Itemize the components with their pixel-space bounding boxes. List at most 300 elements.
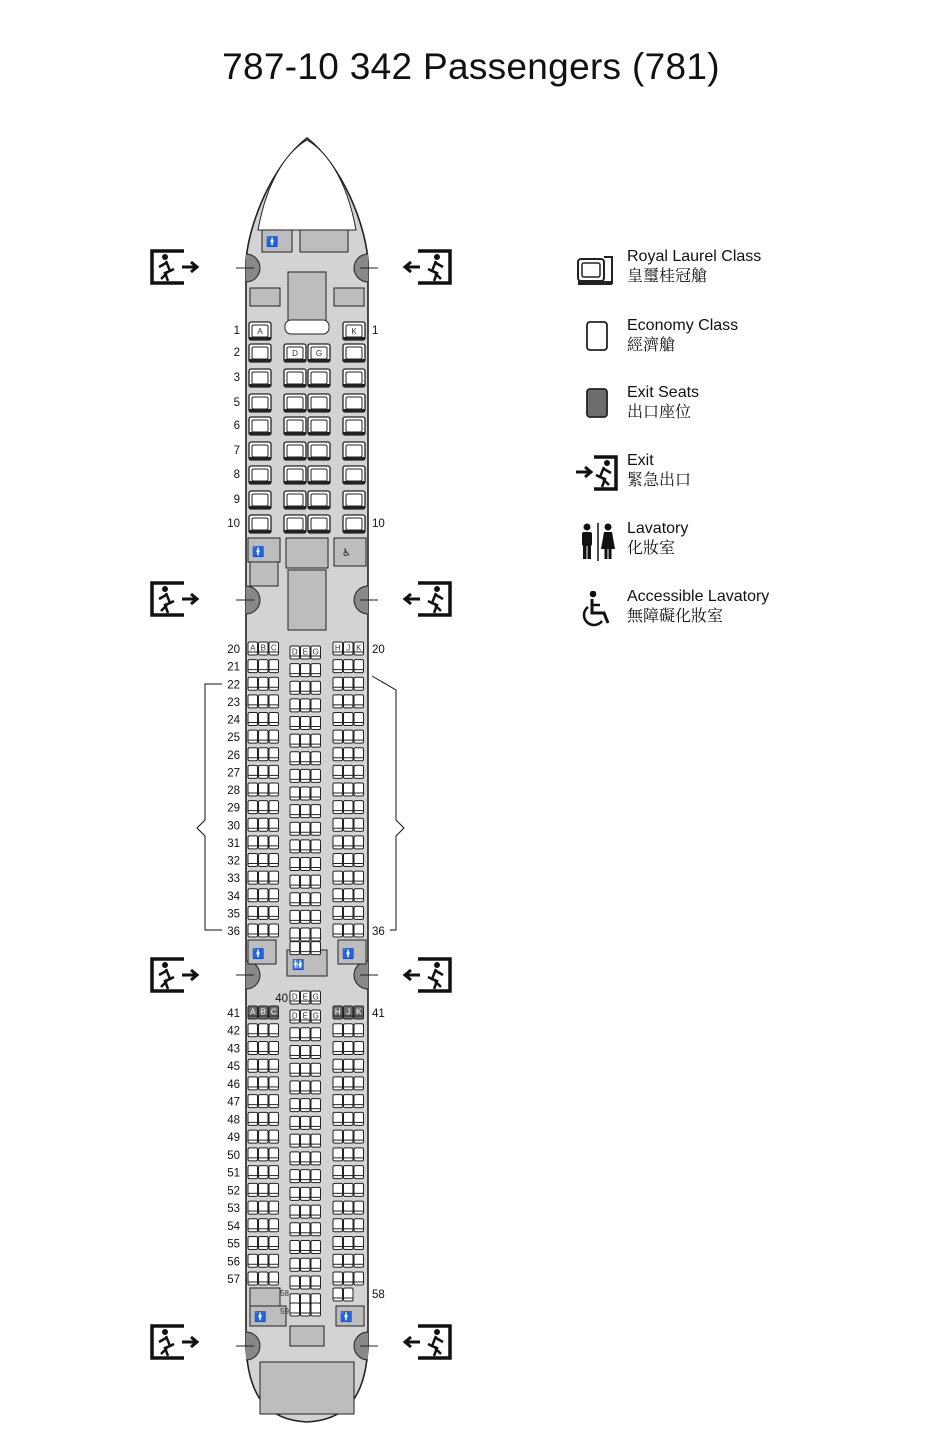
business-seat-g <box>308 466 330 484</box>
row-number: 10 <box>372 518 385 530</box>
seat-shell <box>311 1205 321 1218</box>
seat-shell <box>301 1276 311 1289</box>
seat-shell <box>248 1077 258 1090</box>
economy-seat <box>290 1010 300 1023</box>
seat-cushion <box>287 518 303 530</box>
business-seat-k <box>343 394 365 412</box>
economy-seat <box>344 1130 354 1143</box>
seat-shell <box>344 1219 354 1232</box>
economy-seat-icon <box>576 320 620 364</box>
economy-seat <box>344 713 354 726</box>
closet <box>250 288 280 306</box>
economy-seat <box>248 765 258 778</box>
legend-label-en: Exit Seats <box>627 384 700 401</box>
seat-letter: D <box>291 992 298 1002</box>
seat-cushion <box>311 494 327 506</box>
seat-shell <box>248 1024 258 1037</box>
wheelchair-icon: ♿ <box>342 548 351 559</box>
economy-seat <box>311 699 321 712</box>
row-number: 45 <box>227 1061 240 1074</box>
seat-cushion <box>252 445 268 457</box>
emergency-exit-icon <box>152 251 197 283</box>
seat-shell <box>269 924 279 937</box>
economy-seat <box>333 924 343 937</box>
economy-seat <box>259 1112 269 1125</box>
seat-shell <box>354 836 364 849</box>
seat-shell <box>301 1205 311 1218</box>
economy-seat <box>301 681 311 694</box>
seat-shell <box>248 730 258 743</box>
economy-seat <box>269 1130 279 1143</box>
emergency-exit-icon <box>405 959 450 991</box>
seat-letter: C <box>270 1007 277 1017</box>
seat-shell <box>344 1237 354 1250</box>
row-number: 25 <box>227 732 240 745</box>
business-seat-k <box>343 322 365 340</box>
economy-seat <box>259 713 269 726</box>
economy-seat <box>311 1276 321 1289</box>
business-seat-a <box>249 322 271 340</box>
seat-letter: K <box>356 643 362 653</box>
seat-shell <box>354 1130 364 1143</box>
seat-shell <box>259 1148 269 1161</box>
exit-figure-head <box>434 254 440 260</box>
seat-shell <box>311 1099 321 1112</box>
economy-seat <box>248 1237 258 1250</box>
lavatory-icon: 🚹 <box>254 1312 267 1323</box>
seat-shell <box>290 928 300 941</box>
economy-seat <box>344 1254 354 1267</box>
economy-seat <box>269 836 279 849</box>
seat-cushion <box>252 347 268 359</box>
row-number: 20 <box>227 644 240 656</box>
row-number: 31 <box>227 837 240 850</box>
economy-seat <box>344 748 354 761</box>
lavatory-icon: 🚹 <box>342 949 355 960</box>
economy-seat <box>269 1237 279 1250</box>
economy-seat <box>333 695 343 708</box>
row-number: 41 <box>372 1008 385 1020</box>
seat-base <box>343 432 365 435</box>
economy-seat <box>354 1183 364 1196</box>
seat-shell <box>344 1272 354 1285</box>
seat-shell <box>311 805 321 818</box>
economy-seat <box>344 871 354 884</box>
seat-shell <box>301 717 311 730</box>
seat-shell <box>269 1166 279 1179</box>
business-seat-d <box>284 394 306 412</box>
seat-shell <box>301 1116 311 1129</box>
row-number: 1 <box>233 325 240 337</box>
seat-shell <box>259 836 269 849</box>
seat-shell <box>248 1148 258 1161</box>
economy-seat <box>311 822 321 835</box>
economy-seat <box>290 646 300 659</box>
economy-seat <box>311 858 321 871</box>
seat-shell <box>269 818 279 831</box>
seat-shell <box>290 1063 300 1076</box>
economy-seat <box>259 677 269 690</box>
seat-shell <box>333 854 343 867</box>
economy-seat <box>311 681 321 694</box>
exit-figure-body <box>428 593 443 613</box>
seat-cushion <box>311 372 327 384</box>
row-number: 43 <box>227 1043 240 1056</box>
seat-base <box>284 530 306 533</box>
row-number: 7 <box>233 445 240 457</box>
economy-seat <box>259 801 269 814</box>
economy-seat <box>311 942 321 955</box>
seat-shell <box>301 1081 311 1094</box>
front-galley <box>300 230 348 252</box>
economy-seat <box>269 924 279 937</box>
seat-shell <box>333 1219 343 1232</box>
seat-shell <box>248 1095 258 1108</box>
economy-seat <box>354 1237 364 1250</box>
seat-shell <box>311 910 321 923</box>
seat-shell <box>354 871 364 884</box>
seat-shell <box>269 889 279 902</box>
economy-seat <box>248 871 258 884</box>
economy-seat <box>333 642 343 655</box>
seat-shell <box>248 1166 258 1179</box>
seat-shell <box>269 748 279 761</box>
economy-seat <box>259 783 269 796</box>
seat-shell <box>269 660 279 673</box>
seat-shell <box>259 889 269 902</box>
economy-seat <box>269 1148 279 1161</box>
seat-shell <box>290 717 300 730</box>
seat-shell <box>354 1254 364 1267</box>
seat-base <box>249 384 271 387</box>
legend-label-zh: 皇璽桂冠艙 <box>627 268 708 285</box>
seat-shell <box>290 875 300 888</box>
seat-shell <box>290 1170 300 1183</box>
economy-seat <box>259 1254 269 1267</box>
economy-seat <box>333 836 343 849</box>
seat-shell <box>354 854 364 867</box>
exit-figure-head <box>162 254 168 260</box>
economy-seat <box>333 1006 343 1019</box>
row-number: 46 <box>227 1078 240 1091</box>
page-title: 787-10 342 Passengers (781) <box>222 46 720 87</box>
economy-seat <box>311 1028 321 1041</box>
exit-figure-head <box>434 1329 440 1335</box>
economy-seat <box>248 1041 258 1054</box>
seat-shell <box>333 713 343 726</box>
seat-shell <box>290 769 300 782</box>
seat-shell <box>248 801 258 814</box>
seat-shell <box>311 1045 321 1058</box>
economy-seat <box>290 822 300 835</box>
economy-seat <box>301 1045 311 1058</box>
exit-arrow <box>182 1337 197 1347</box>
business-seat-d <box>284 515 306 533</box>
row-number: 34 <box>227 890 240 903</box>
economy-seat <box>290 787 300 800</box>
economy-seat <box>248 1272 258 1285</box>
business-seat-a <box>249 344 271 362</box>
seat-shell <box>333 1041 343 1054</box>
economy-seat <box>311 893 321 906</box>
economy-seat <box>344 1095 354 1108</box>
row-number: 8 <box>233 469 240 481</box>
seat-shell <box>248 818 258 831</box>
economy-seat <box>269 1006 279 1019</box>
seat-cushion <box>311 397 327 409</box>
economy-seat <box>354 677 364 690</box>
economy-seat <box>333 1112 343 1125</box>
economy-seat <box>333 871 343 884</box>
economy-seat <box>333 1219 343 1232</box>
economy-seat <box>301 893 311 906</box>
seat-shell <box>248 1237 258 1250</box>
seat-shell <box>301 1303 311 1316</box>
economy-seat <box>269 1077 279 1090</box>
seat-cushion <box>346 372 362 384</box>
economy-seat <box>248 854 258 867</box>
seat-shell <box>344 1024 354 1037</box>
row-number: 30 <box>227 820 240 833</box>
seat-shell <box>344 1059 354 1072</box>
seat-shell <box>269 1272 279 1285</box>
seat-shell <box>248 695 258 708</box>
seat-shell <box>311 840 321 853</box>
seat-shell <box>344 1201 354 1214</box>
seat-shell <box>248 765 258 778</box>
seat-shell <box>269 695 279 708</box>
seat-shell <box>259 906 269 919</box>
seat-shell <box>311 1081 321 1094</box>
business-seat-g <box>308 394 330 412</box>
business-seat-k <box>343 417 365 435</box>
seat-shell <box>290 910 300 923</box>
seat-shell <box>333 801 343 814</box>
seat-shell <box>301 928 311 941</box>
wheelchair-icon <box>576 591 620 635</box>
business-seat-d <box>284 466 306 484</box>
seat-cushion <box>346 397 362 409</box>
seat-base <box>343 530 365 533</box>
seat-shell <box>354 1201 364 1214</box>
economy-seat <box>333 677 343 690</box>
seat-base <box>284 481 306 484</box>
seat-shell <box>344 1041 354 1054</box>
economy-seat <box>333 713 343 726</box>
economy-seat <box>248 1059 258 1072</box>
economy-seat <box>259 1077 269 1090</box>
seat-shell <box>259 677 269 690</box>
economy-seat <box>333 1095 343 1108</box>
seat-shell <box>354 1095 364 1108</box>
seat-shell <box>269 1219 279 1232</box>
seat-shell <box>301 858 311 871</box>
economy-seat <box>290 858 300 871</box>
economy-seat <box>269 1059 279 1072</box>
economy-seat <box>290 664 300 677</box>
economy-seat <box>333 801 343 814</box>
economy-seat <box>354 1272 364 1285</box>
economy-seat <box>290 1134 300 1147</box>
economy-seat <box>301 1116 311 1129</box>
economy-seat <box>301 858 311 871</box>
seat-shell <box>344 1148 354 1161</box>
seat-shell <box>269 783 279 796</box>
seat-base <box>343 409 365 412</box>
seat-shell <box>259 783 269 796</box>
seat-shell <box>301 942 311 955</box>
zone-bracket-right <box>372 676 404 930</box>
economy-seat <box>344 854 354 867</box>
economy-seat <box>301 787 311 800</box>
row-number: 6 <box>233 420 240 432</box>
economy-seat <box>311 1116 321 1129</box>
business-seat-d <box>284 344 306 362</box>
economy-seat <box>290 1045 300 1058</box>
row-number: 47 <box>227 1096 240 1109</box>
seat-shell <box>311 769 321 782</box>
economy-seat <box>269 765 279 778</box>
business-seat-a <box>249 369 271 387</box>
seat-shell <box>354 660 364 673</box>
seat-shell <box>354 677 364 690</box>
seat-shell <box>301 1063 311 1076</box>
seat-shell <box>259 1095 269 1108</box>
seat-shell <box>311 681 321 694</box>
seat-shell <box>290 1045 300 1058</box>
seat-shell <box>248 1041 258 1054</box>
economy-seat <box>248 1166 258 1179</box>
seat-shell <box>301 805 311 818</box>
seat-shell <box>333 1130 343 1143</box>
economy-seat <box>311 840 321 853</box>
economy-seat <box>301 942 311 955</box>
economy-seat <box>248 1006 258 1019</box>
economy-seat <box>333 765 343 778</box>
seat-shell <box>311 1241 321 1254</box>
seat-cushion <box>346 469 362 481</box>
seat-shell <box>354 1059 364 1072</box>
economy-seat <box>354 730 364 743</box>
seat-shell <box>248 889 258 902</box>
seat-letter: J <box>346 1007 351 1017</box>
seat-shell <box>344 1112 354 1125</box>
seat-shell <box>301 787 311 800</box>
economy-seat <box>259 1219 269 1232</box>
lavatory-icon: 🚹 <box>340 1312 353 1323</box>
seat-shell <box>290 1081 300 1094</box>
seat-shell <box>354 1237 364 1250</box>
exit-figure-body <box>159 593 174 613</box>
seat-shell <box>301 1134 311 1147</box>
economy-seat <box>344 730 354 743</box>
economy-seat <box>333 1183 343 1196</box>
bulkhead-table <box>285 320 329 334</box>
economy-seat <box>269 854 279 867</box>
seat-shell <box>259 1024 269 1037</box>
exit-arrow <box>182 970 197 980</box>
seat-shell <box>333 889 343 902</box>
seat-shell <box>259 713 269 726</box>
seat-shell <box>333 924 343 937</box>
economy-seat <box>269 1166 279 1179</box>
row-number: 35 <box>227 908 240 921</box>
seat-shell <box>311 787 321 800</box>
economy-seat <box>344 1237 354 1250</box>
economy-seat <box>311 1258 321 1271</box>
seat-cushion <box>287 372 303 384</box>
seat-shell <box>290 1276 300 1289</box>
lavatory-icon: 🚹 <box>252 547 265 558</box>
economy-seat <box>269 713 279 726</box>
economy-seat <box>290 769 300 782</box>
economy-seat <box>301 805 311 818</box>
seat-shell <box>290 1205 300 1218</box>
economy-seat <box>333 906 343 919</box>
seat-shell <box>311 1028 321 1041</box>
row-number: 28 <box>227 785 240 797</box>
economy-seat <box>354 924 364 937</box>
economy-seat <box>259 1024 269 1037</box>
seat-shell <box>290 734 300 747</box>
seat-shell <box>301 734 311 747</box>
seat-shell <box>354 924 364 937</box>
row-number: 49 <box>227 1132 240 1145</box>
seat-shell <box>290 1223 300 1236</box>
nose-cone <box>258 140 356 230</box>
economy-seat <box>301 752 311 765</box>
economy-seat <box>354 1041 364 1054</box>
seat-cushion <box>252 420 268 432</box>
seat-shell <box>290 893 300 906</box>
seat-shell <box>290 752 300 765</box>
seat-shell <box>301 664 311 677</box>
seat-shell <box>290 805 300 818</box>
economy-seat <box>311 1045 321 1058</box>
economy-seat <box>344 660 354 673</box>
seat-shell <box>259 924 269 937</box>
seat-shell <box>311 1116 321 1129</box>
seat-shell <box>269 677 279 690</box>
seat-shell <box>301 769 311 782</box>
seat-shell <box>311 1063 321 1076</box>
seat-base <box>249 506 271 509</box>
seat-shell <box>344 713 354 726</box>
economy-seat <box>311 1170 321 1183</box>
legend-label-en: Lavatory <box>627 520 689 537</box>
seat-shell <box>311 717 321 730</box>
row-number: 22 <box>227 679 240 692</box>
economy-seat <box>301 699 311 712</box>
economy-seat <box>354 1112 364 1125</box>
seat-shell <box>248 1219 258 1232</box>
legend-label-en: Exit <box>627 452 654 469</box>
economy-seat <box>311 717 321 730</box>
seat-shell <box>269 1148 279 1161</box>
seat-letter: B <box>260 1007 266 1017</box>
seat-shell <box>333 1148 343 1161</box>
economy-seat <box>301 875 311 888</box>
row-number: 10 <box>227 518 240 530</box>
economy-seat <box>259 854 269 867</box>
emergency-exit-icon <box>576 455 620 499</box>
economy-seat <box>248 1077 258 1090</box>
economy-seat <box>333 1077 343 1090</box>
economy-seat <box>248 1201 258 1214</box>
seat-shell <box>311 1276 321 1289</box>
economy-seat <box>290 928 300 941</box>
economy-seat <box>269 677 279 690</box>
